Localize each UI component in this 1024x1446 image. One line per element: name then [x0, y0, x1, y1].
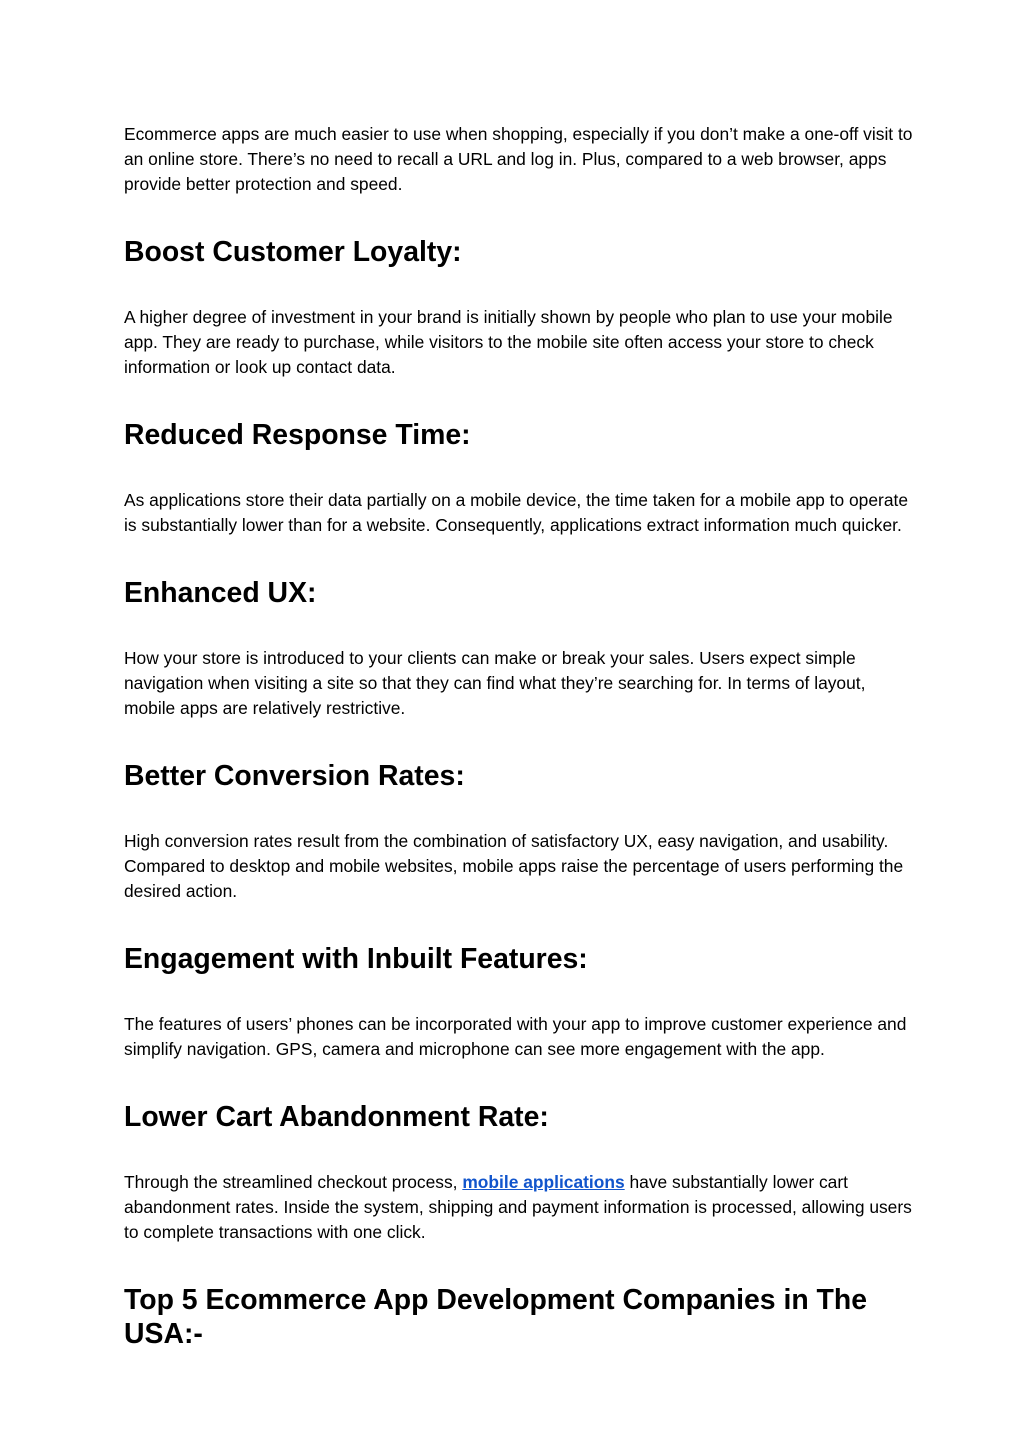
document-content — [124, 122, 914, 1351]
heading-engagement-inbuilt-features: Engagement with Inbuilt Features: — [124, 943, 588, 975]
heading-top-5-companies: Top 5 Ecommerce App Development Companies in The USA:- — [124, 1284, 868, 1350]
intro-paragraph: Ecommerce apps are much easier to use when shopping, especially if you don’t make a one-off visit to an online store. There’s no need to recall a URL and log in. Plus, compared to a web browser, apps provide better protection and speed. — [124, 124, 913, 194]
heading-better-conversion-rates: Better Conversion Rates: — [124, 760, 465, 792]
paragraph-lower-cart-abandonment — [124, 1170, 914, 1245]
mobile-applications-link[interactable]: mobile applications — [462, 1172, 625, 1192]
paragraph-boost-customer-loyalty: A higher degree of investment in your brand is initially shown by people who plan to use your mobile app. They are ready to purchase, while visitors to the mobile site often access your store to check information or look up contact data. — [124, 307, 893, 377]
heading-lower-cart-abandonment: Lower Cart Abandonment Rate: — [124, 1101, 549, 1133]
paragraph-text-before-link: Through the streamlined checkout process, — [124, 1172, 463, 1192]
heading-enhanced-ux: Enhanced UX: — [124, 577, 317, 609]
paragraph-better-conversion-rates: High conversion rates result from the combination of satisfactory UX, easy navigation, and usability. Compared to desktop and mobile websites, mobile apps raise the percentage of users performing the desired action. — [124, 831, 904, 901]
paragraph-engagement-inbuilt-features: The features of users’ phones can be incorporated with your app to improve customer experience and simplify navigation. GPS, camera and microphone can see more engagement with the app. — [124, 1014, 907, 1059]
heading-boost-customer-loyalty: Boost Customer Loyalty: — [124, 236, 462, 268]
paragraph-enhanced-ux: How your store is introduced to your clients can make or break your sales. Users expect simple navigation when visiting a site so that they can find what they’re searching for. In terms of layout, mobile apps are relatively restrictive. — [124, 648, 866, 718]
paragraph-reduced-response-time: As applications store their data partially on a mobile device, the time taken for a mobile app to operate is substantially lower than for a website. Consequently, applications extract information much quicker. — [124, 490, 908, 535]
paragraph-text-after-link: have substantially lower cart abandonment rates. Inside the system, shipping and payment information is processed, allowing users to complete transactions with one click. — [124, 1172, 912, 1242]
heading-reduced-response-time: Reduced Response Time: — [124, 419, 471, 451]
